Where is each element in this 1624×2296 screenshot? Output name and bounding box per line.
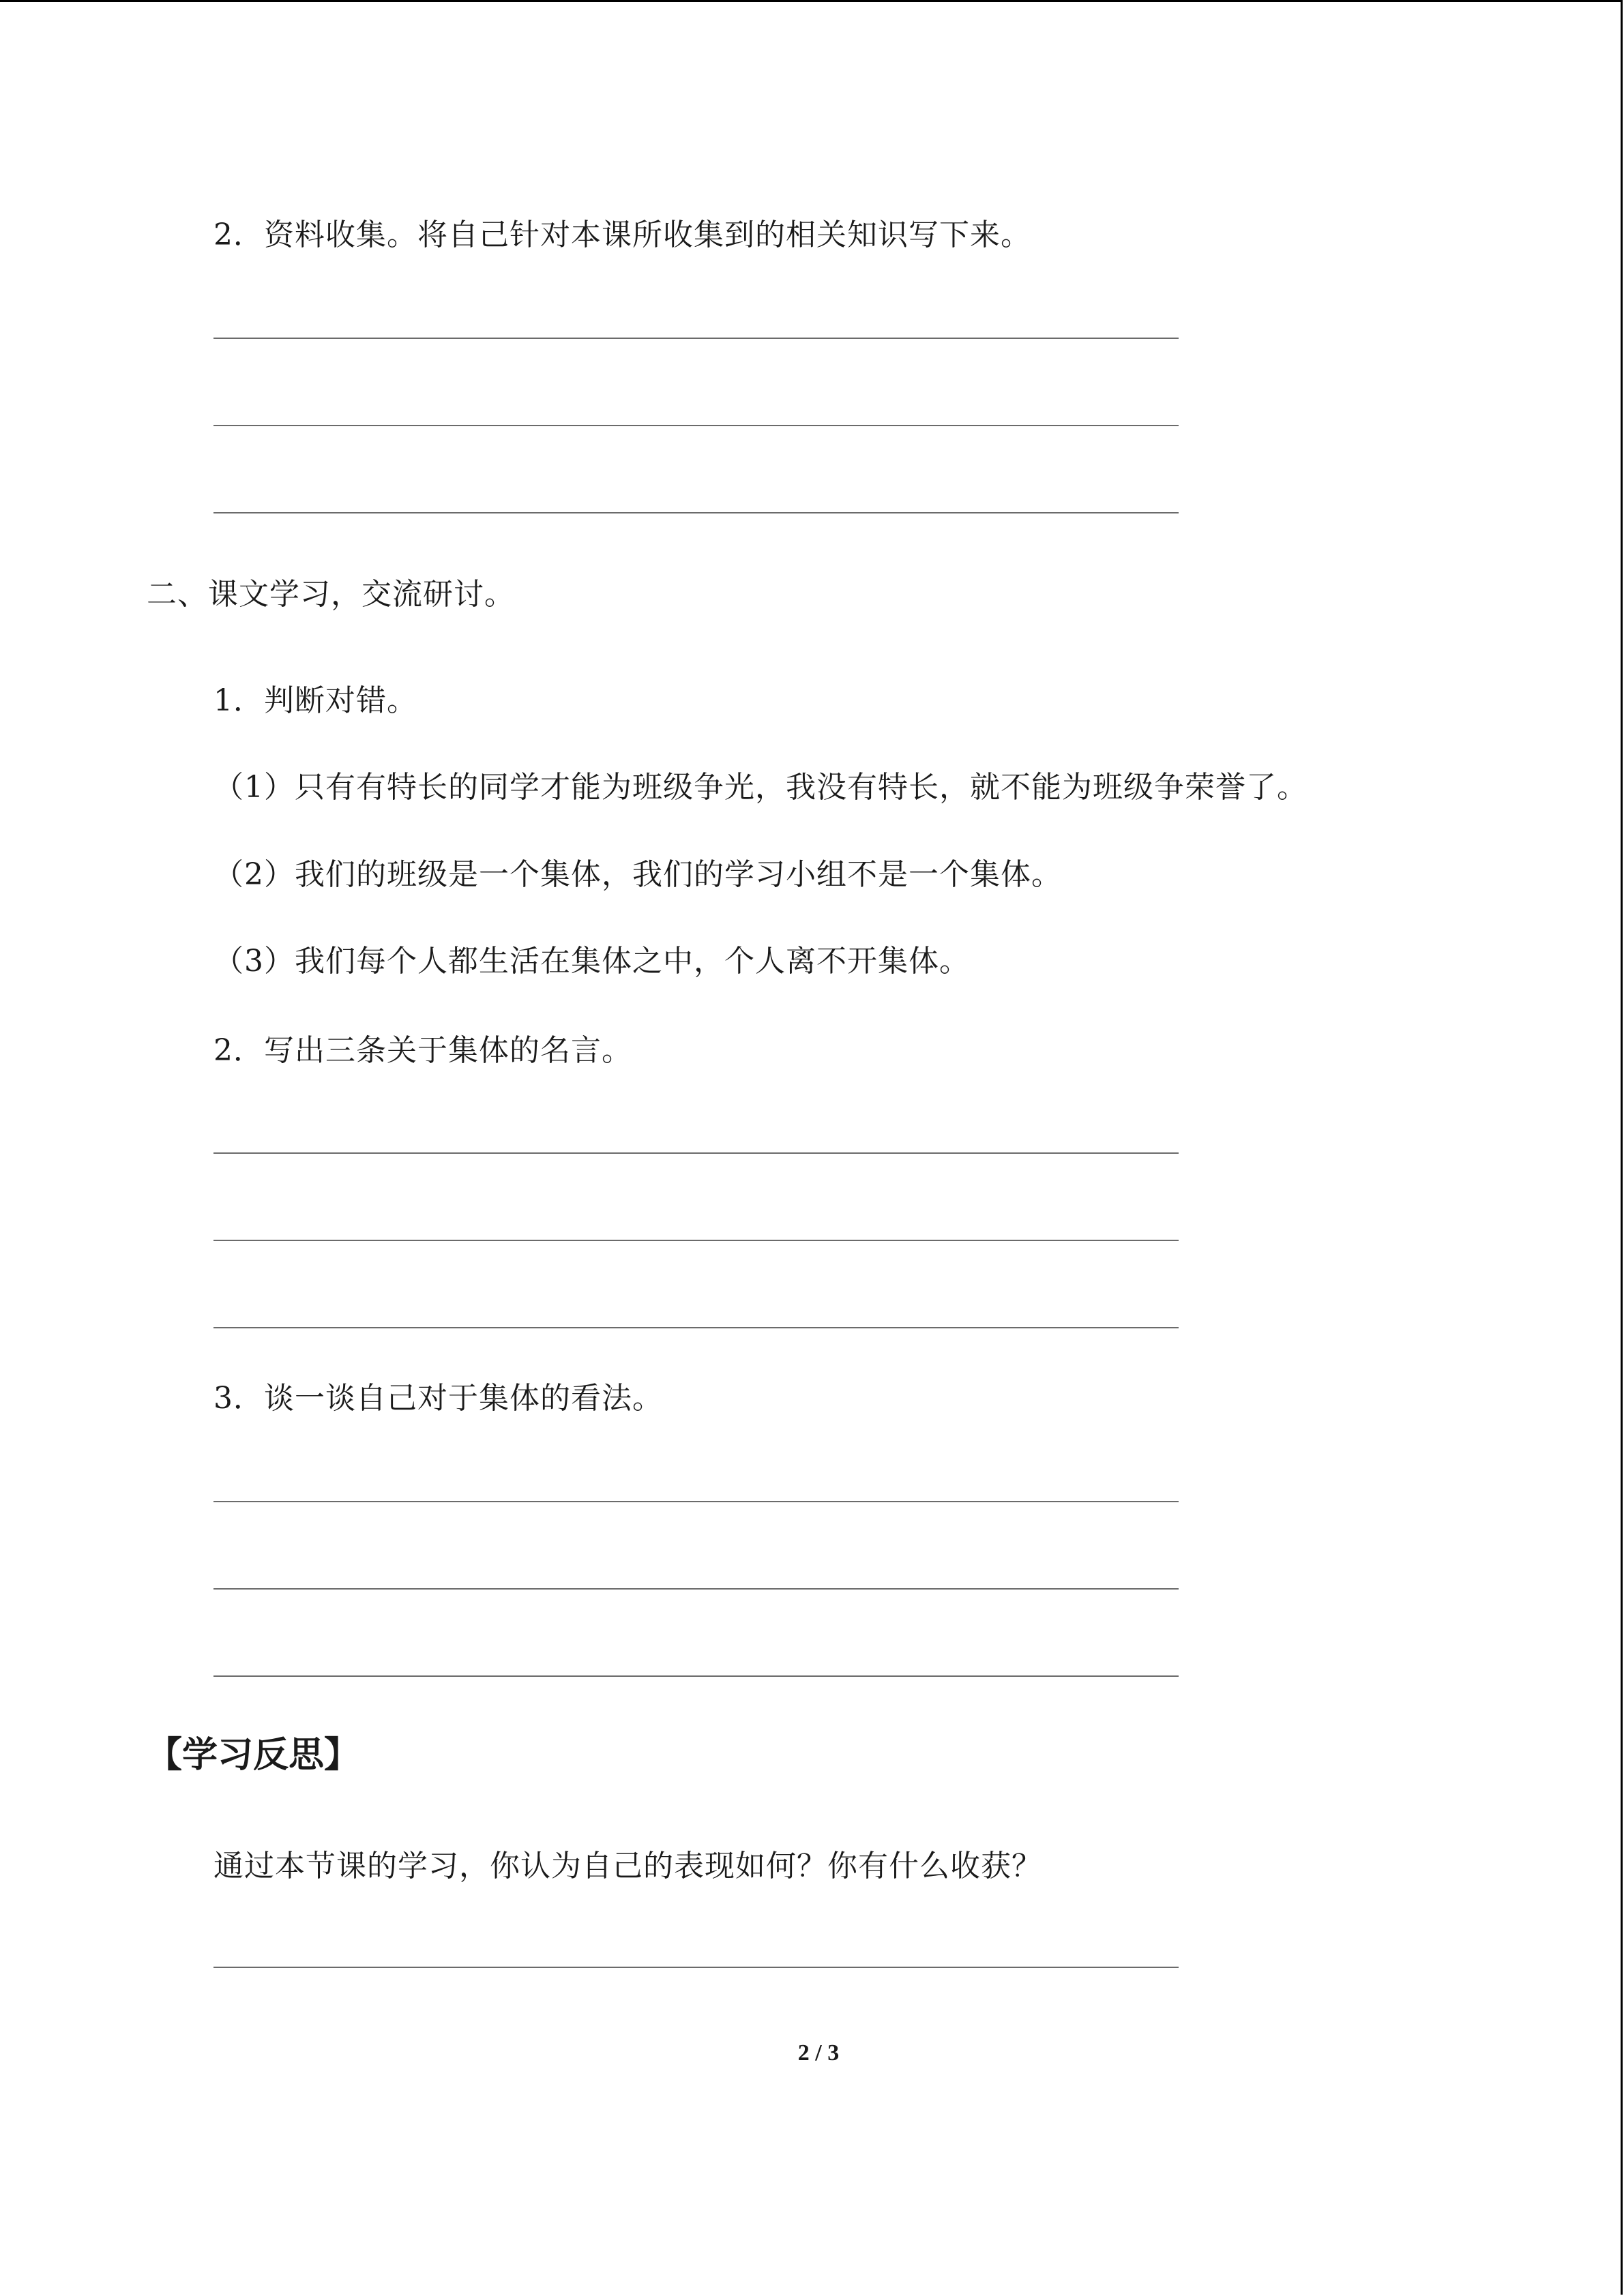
- statement-2: （2）我们的班级是一个集体，我们的学习小组不是一个集体。: [213, 857, 1062, 892]
- opinion-prompt: 3．谈一谈自己对于集体的看法。: [213, 1381, 663, 1416]
- answer-line[interactable]: [213, 1152, 1179, 1154]
- answer-line[interactable]: [213, 1240, 1179, 1241]
- answer-line[interactable]: [213, 1967, 1179, 1968]
- answer-line[interactable]: [213, 512, 1179, 513]
- statement-1: （1）只有有特长的同学才能为班级争光，我没有特长，就不能为班级争荣誉了。: [213, 770, 1308, 805]
- answer-line[interactable]: [213, 1327, 1179, 1328]
- section-two-title: 二、课文学习，交流研讨。: [147, 577, 515, 612]
- answer-line[interactable]: [213, 338, 1179, 339]
- statement-3: （3）我们每个人都生活在集体之中，个人离不开集体。: [213, 944, 970, 979]
- answer-line[interactable]: [213, 1501, 1179, 1502]
- reflection-prompt: 通过本节课的学习，你认为自己的表现如何？你有什么收获？: [213, 1849, 1042, 1883]
- reflection-heading: 【学习反思】: [147, 1735, 360, 1776]
- answer-line[interactable]: [213, 1675, 1179, 1677]
- true-false-label: 1．判断对错。: [213, 683, 417, 718]
- page-number: 2 / 3: [797, 2040, 840, 2066]
- answer-line[interactable]: [213, 1588, 1179, 1590]
- quotes-prompt: 2．写出三条关于集体的名言。: [213, 1033, 632, 1068]
- answer-line[interactable]: [213, 425, 1179, 426]
- material-collection-prompt: 2．资料收集。将自己针对本课所收集到的相关知识写下来。: [213, 218, 1031, 252]
